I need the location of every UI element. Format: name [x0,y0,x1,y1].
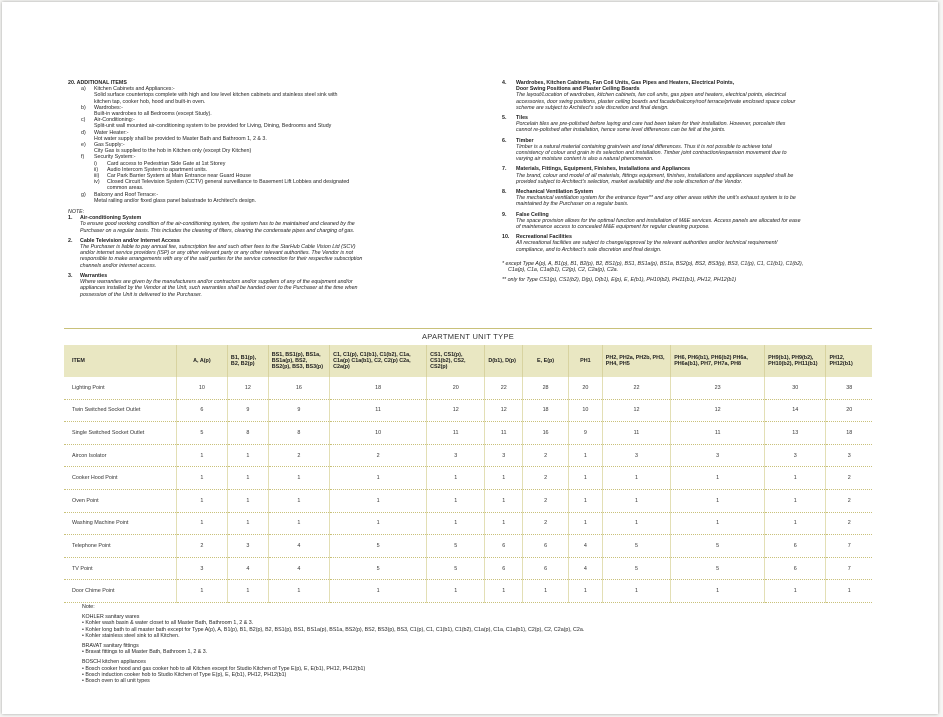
table-row [64,557,872,580]
section-line: cannot re-polished after installation, hence some level differences can be felt at the joints. [516,127,726,134]
item-letter: f) [81,154,85,161]
security-numeral: iii) [94,173,100,180]
table-cell: 3 [485,444,523,467]
table-cell: 11 [427,422,485,445]
section-line: accessories, door swing positions, plaster ceiling boards and facade/balcony/roof terrace/private enclosed space colour [516,98,796,105]
table-cell: 3 [227,535,268,558]
header-cell: C1, C1(p), C1(b1), C1(b2), C1a, C1a(p) C1a(b1), C2, C2(p) C2a, C2a(p) [330,345,427,377]
section-title: False Ceiling [516,211,549,218]
table-cell: 1 [330,512,427,535]
table-row [64,422,872,445]
item-letter: d) [81,129,86,136]
table-cell: 11 [330,399,427,422]
table-cell: 20 [569,377,603,399]
section-4 [502,80,874,111]
section-line: consistency of colour and grain in its selection and installation. Timber joint contraction/expansion movement due to [516,150,787,157]
item-line: Split-unit wall mounted air-conditioning system to be provided for Living, Dining, Bedrooms and Study [94,123,332,130]
section-line: varying air moisture content is also a natural phenomenon. [516,156,654,163]
table-cell: 5 [602,557,670,580]
bosch-line: • Bosch oven to all unit types [82,678,150,685]
item-line: Built-in wardrobes to all Bedrooms (except Study). [94,111,212,118]
section-number: 4. [502,80,507,86]
left-column [68,80,453,298]
additional-items-list [68,86,453,204]
table-cell: 4 [268,557,329,580]
header-cell: PH12, PH12(b1) [826,345,872,377]
table-cell: 2 [523,467,569,490]
note-title: Air-conditioning System [80,215,142,222]
table-row [64,512,872,535]
unit-type-table [64,345,872,603]
section-number: 8. [502,189,507,196]
table-cell: 1 [227,444,268,467]
table-cell: 18 [330,377,427,399]
table-cell: 1 [485,467,523,490]
table-cell: 2 [523,444,569,467]
only-note: ** only for Type CS1(p), CS1(b2), D(p), D(b1), E(p), E, E(b1), PH10(b2), PH11(b1), PH12, PH12(b1) [502,277,737,284]
table-cell: 1 [569,489,603,512]
table-cell: 1 [330,580,427,603]
header-cell: E, E(p) [523,345,569,377]
bosch-line: • Bosch cooker hood and gas cooker hob to all Kitchen except for Studio Kitchen of Type E(p), E, E(b1), PH12, PH12(b1) [82,665,366,672]
table-cell: 9 [268,399,329,422]
table-cell: 5 [427,535,485,558]
table-cell: 6 [523,557,569,580]
section-line: The mechanical ventilation system for the entrance foyer** and any other areas within the unit's exhaust system is to be [516,195,796,202]
table-cell: 1 [176,580,227,603]
table-cell: 8 [268,422,329,445]
note-line: To ensure good working condition of the air-conditioning system, the system has to be maintained and cleaned by the [80,221,355,228]
security-line: Audio Intercom System to apartment units. [107,166,208,173]
note-line: appliances installed by the Vendor at the Unit, such warranties shall be handed over to the Purchaser at the time when [80,285,358,292]
table-cell: 1 [523,580,569,603]
table-cell: 6 [765,535,826,558]
table-cell: 10 [176,377,227,399]
section-5 [502,115,874,134]
table-cell: 5 [671,557,765,580]
note-label: NOTE: [68,209,85,216]
header-cell: PH1 [569,345,603,377]
table-cell: 1 [485,512,523,535]
table-cell: 22 [602,377,670,399]
security-line: common areas. [107,185,144,192]
section-6 [502,138,874,163]
item-line: Metal railing and/or fixed glass panel balustrade to Architect's design. [94,197,257,204]
item-line: Hot water supply shall be provided to Master Bath and Bathroom 1, 2 & 3. [94,135,267,142]
table-cell: 1 [671,489,765,512]
note-number: 3. [68,272,73,279]
table-cell: 1 [485,489,523,512]
table-cell: 20 [826,399,872,422]
table-cell: 30 [765,377,826,399]
table-row [64,399,872,422]
section-line: provided subject to Architect's selection, market availability and the sole discretion of the Vendor. [516,178,743,185]
kohler-title: KOHLER sanitary wares [82,614,140,621]
table-cell: 5 [671,535,765,558]
security-line: Card access to Pedestrian Side Gate at 1st Storey [107,160,226,167]
table-cell: 11 [485,422,523,445]
section-line: The space provision allows for the optimal function and installation of M&E services. Access panels are allocated for ease [516,217,801,224]
table-cell: 7 [826,557,872,580]
section-line: Porcelain tiles are pre-polished before laying and care had been taken for their installation. However, porcelain tiles [516,121,786,128]
table-cell: 1 [427,512,485,535]
table-cell: 14 [765,399,826,422]
bottom-note-label: Note: [82,604,95,610]
header-cell: PH2, PH2a, PH2b, PH3, PH4, PH5 [602,345,670,377]
table-cell: 1 [485,580,523,603]
table-cell: 12 [485,399,523,422]
table-cell: 1 [569,444,603,467]
table-cell: 22 [485,377,523,399]
section-title: Timber [516,137,534,144]
table-cell: 1 [268,580,329,603]
table-cell: 3 [765,444,826,467]
item-letter: c) [81,117,86,124]
except-note-cont: C1a(p), C1a, C1a(b1), C2(p), C2, C2a(p), C2a. [508,267,619,274]
item-line: City Gas is supplied to the hob in Kitchen only (except Dry Kitchen) [94,148,252,155]
table-cell: 6 [176,399,227,422]
table-cell: 2 [268,444,329,467]
security-line: Car Park Barrier System at Main Entrance near Guard House [107,173,251,180]
table-cell: 1 [826,580,872,603]
note-title: Cable Television and/or Internet Access [80,237,180,244]
section-10 [502,234,874,253]
table-row [64,467,872,490]
security-numeral: i) [94,160,97,167]
table-cell: 2 [330,444,427,467]
header-cell: PH9(b1), PH9(b2), PH10(b2), PH11(b1) [765,345,826,377]
table-header-row [64,345,872,377]
note-line: channels and/or internet access. [80,262,157,269]
table-cell: 11 [671,422,765,445]
table-cell: 3 [671,444,765,467]
table-cell: 2 [176,535,227,558]
table-cell: 1 [602,467,670,490]
section-line: The brand, colour and model of all materials, fittings equipment, finishes, installations and appliances supplied shall be [516,172,794,179]
table-cell: 1 [671,580,765,603]
table-cell: 7 [826,535,872,558]
section-line: scheme are subject to Architect's sole discretion and final design. [516,104,669,111]
section-line: The layout/Location of wardrobes, kitchen cabinets, fan coil units, gas pipes and heaters, electrical points, electrical [516,92,786,99]
table-cell: 9 [227,399,268,422]
table-cell: 12 [602,399,670,422]
section-number: 5. [502,115,507,122]
table-cell: 1 [427,489,485,512]
note-2 [68,238,453,269]
table-cell: 4 [569,535,603,558]
header-cell: BS1, BS1(p), BS1a, BS1a(p), BS2, BS2(p), BS3, BS3(p) [268,345,329,377]
table-cell: 3 [427,444,485,467]
header-cell: A, A(p) [176,345,227,377]
row-label: Door Chime Point [64,580,176,603]
header-cell: D(b1), D(p) [485,345,523,377]
row-label: TV Point [64,557,176,580]
document-page [2,2,938,714]
section-line: Timber is a natural material containing grain/vein and tonal differences. Thus it is not possible to achieve total [516,143,772,150]
item-letter: b) [81,104,86,111]
item-line: Solid surface countertops complete with high and low level kitchen cabinets and stainless steel sink with [94,92,338,99]
table-cell: 12 [671,399,765,422]
note-line: possession of the Unit is delivered to the Purchaser. [80,291,202,298]
table-cell: 1 [330,489,427,512]
table-cell: 1 [176,489,227,512]
header-cell: PH6, PH6(b1), PH6(b2) PH6a, PH6a(b1), PH7, PH7a, PH8 [671,345,765,377]
table-cell: 3 [176,557,227,580]
table-cell: 23 [671,377,765,399]
bravat-title: BRAVAT sanitary fittings [82,643,139,650]
section-line: maintained by the Purchaser on a regular basis. [516,201,629,208]
table-cell: 2 [523,512,569,535]
table-cell: 20 [427,377,485,399]
note-line: and/or internet service providers (ISP) or any other relevant party or any other relevant authorities. The Vendor is not [80,250,354,257]
table-cell: 6 [485,557,523,580]
table-cell: 1 [765,580,826,603]
table-cell: 5 [330,557,427,580]
header-cell: CS1, CS1(p), CS1(b2), CS2, CS2(p) [427,345,485,377]
note-line: The Purchaser is liable to pay annual fee, subscription fee and such other fees to the StarHub Cable Vision Ltd (SCV) [80,244,356,251]
security-numeral: ii) [94,166,99,173]
section-7 [502,166,874,185]
table-cell: 10 [330,422,427,445]
item-label: Wardrobes:- [94,104,123,111]
table-cell: 5 [176,422,227,445]
header-cell: B1, B1(p), B2, B2(p) [227,345,268,377]
table-cell: 18 [523,399,569,422]
table-cell: 1 [602,512,670,535]
kohler-line: • Kohler long bath to all master bath except for Type A(p), A, B1(p), B1, B2(p), B2, BS1(p), BS1, BS1a(p), BS1a, BS2(p), BS2, BS3(p), BS3, C1(p), C1, C1(b1), C1(b2), C1a(p), C1a, C1a(b1), C2(p), C2, C2a(p), C2a. [82,626,585,633]
table-cell: 16 [523,422,569,445]
table-cell: 1 [227,512,268,535]
table-cell: 10 [569,399,603,422]
table-cell: 1 [427,467,485,490]
table-cell: 1 [227,489,268,512]
item-label: Security System:- [94,154,136,161]
row-label: Washing Machine Point [64,512,176,535]
section-number: 7. [502,166,507,173]
table-cell: 2 [523,489,569,512]
table-cell: 1 [427,580,485,603]
table-row [64,377,872,399]
table-cell: 4 [268,535,329,558]
note-title: Warranties [80,272,108,279]
table-row [64,580,872,603]
item-label: Water Heater:- [94,129,129,136]
item-label: Gas Supply:- [94,142,125,149]
table-cell: 8 [227,422,268,445]
section-title: Tiles [516,115,528,122]
section-8 [502,189,874,208]
unit-type-table-section [64,328,872,603]
note-line: Where warranties are given by the manufacturers and/or contractors and/or suppliers of any of the equipment and/or [80,279,353,286]
row-label: Lighting Point [64,377,176,399]
table-cell: 1 [765,467,826,490]
table-cell: 12 [427,399,485,422]
table-cell: 1 [765,489,826,512]
table-cell: 1 [569,512,603,535]
item-label: Kitchen Cabinets and Appliances:- [94,86,175,93]
table-cell: 1 [227,467,268,490]
section-title-cont: Door Swing Positions and Plaster Ceiling Boards [516,86,640,93]
table-cell: 2 [826,467,872,490]
table-cell: 16 [268,377,329,399]
item-line: kitchen tap, cooker hob, hood and built-in oven. [94,98,206,105]
section-title: Materials, Fittings, Equipment, Finishes, Installations and Appliances [516,166,691,173]
section-number: 10. [502,234,510,241]
security-line: Closed Circuit Television System (CCTV) general surveillance to Basement Lift Lobbies and designated [107,179,350,186]
section-line: All recreational facilities are subject to change/approval by the relevant authorities and/or technical requirement/ [516,240,778,247]
row-label: Aircon Isolator [64,444,176,467]
table-cell: 1 [176,444,227,467]
section-line: compliance, and to Architect's sole discretion and final design. [516,246,662,253]
table-cell: 1 [176,467,227,490]
table-cell: 1 [330,467,427,490]
table-cell: 38 [826,377,872,399]
table-cell: 18 [826,422,872,445]
section-number: 9. [502,211,507,218]
note-number: 2. [68,237,73,244]
row-label: Twin Switched Socket Outlet [64,399,176,422]
table-cell: 5 [330,535,427,558]
section-9 [502,212,874,231]
table-cell: 1 [268,489,329,512]
header-item: ITEM [64,345,176,377]
table-cell: 1 [569,580,603,603]
section-title: Wardrobes, Kitchen Cabinets, Fan Coil Units, Gas Pipes and Heaters, Electrical Points, [516,80,735,86]
bosch-title: BOSCH kitchen appliances [82,659,146,666]
note-3 [68,273,453,298]
item-label: Air-Conditioning:- [94,117,135,124]
row-label: Oven Point [64,489,176,512]
additional-items-heading: 20. ADDITIONAL ITEMS [68,80,127,86]
table-cell: 1 [765,512,826,535]
table-cell: 5 [427,557,485,580]
table-row [64,489,872,512]
row-label: Telephone Point [64,535,176,558]
table-cell: 3 [826,444,872,467]
table-cell: 1 [268,512,329,535]
kohler-line: • Kohler stainless steel sink to all Kitchen. [82,632,180,639]
table-cell: 1 [671,512,765,535]
kohler-line: • Kohler wash basin & water closet to all Master Bath, Bathroom 1, 2 & 3. [82,620,254,627]
bravat-line: • Bravat fittings to all Master Bath, Bathroom 1, 2 & 3. [82,649,208,656]
except-note: * except Type A(p), A, B1(p), B1, B2(p), B2, BS1(p), BS1, BS1a(p), BS1a, BS2(p), BS2, BS3(p), BS3, C1(p), C1, C1(b1), C1(b2), [502,260,804,267]
section-line: of maintenance access to concealed M&E equipment for regular cleaning purpose. [516,224,710,231]
note-line: responsible to make arrangements with any of the said parties for the service connection for their respective subscription [80,256,363,263]
table-cell: 3 [602,444,670,467]
item-letter: e) [81,142,86,149]
table-cell: 6 [523,535,569,558]
table-cell: 2 [826,489,872,512]
security-numeral: iv) [94,179,100,186]
table-cell: 4 [227,557,268,580]
item-letter: g) [81,191,86,198]
table-cell: 13 [765,422,826,445]
table-cell: 12 [227,377,268,399]
table-cell: 1 [602,580,670,603]
table-cell: 2 [826,512,872,535]
table-title: APARTMENT UNIT TYPE [64,328,872,345]
section-title: Mechanical Ventilation System [516,189,594,196]
section-number: 6. [502,137,507,144]
right-column [502,80,874,283]
table-cell: 1 [176,512,227,535]
table-cell: 28 [523,377,569,399]
section-title: Recreational Facilities [516,234,572,241]
table-row [64,535,872,558]
table-cell: 1 [227,580,268,603]
table-cell: 9 [569,422,603,445]
item-letter: a) [81,86,86,93]
table-cell: 5 [602,535,670,558]
table-cell: 1 [671,467,765,490]
table-cell: 6 [765,557,826,580]
note-1 [68,215,453,234]
table-cell: 1 [602,489,670,512]
table-cell: 6 [485,535,523,558]
table-row [64,444,872,467]
bottom-notes [82,604,782,684]
note-line: Purchaser on a regular basis. This includes the cleaning of filters, clearing the condensate pipes and charging of gas. [80,227,355,234]
row-label: Cooker Hood Point [64,467,176,490]
table-cell: 1 [569,467,603,490]
bosch-line: • Bosch induction cooker hob to Studio Kitchen of Type E(p), E, E(b1), PH12, PH12(b1) [82,671,287,678]
table-cell: 4 [569,557,603,580]
row-label: Single Switched Socket Outlet [64,422,176,445]
table-cell: 11 [602,422,670,445]
table-body [64,377,872,602]
note-number: 1. [68,215,73,222]
item-label: Balcony and Roof Terrace:- [94,191,159,198]
table-cell: 1 [268,467,329,490]
